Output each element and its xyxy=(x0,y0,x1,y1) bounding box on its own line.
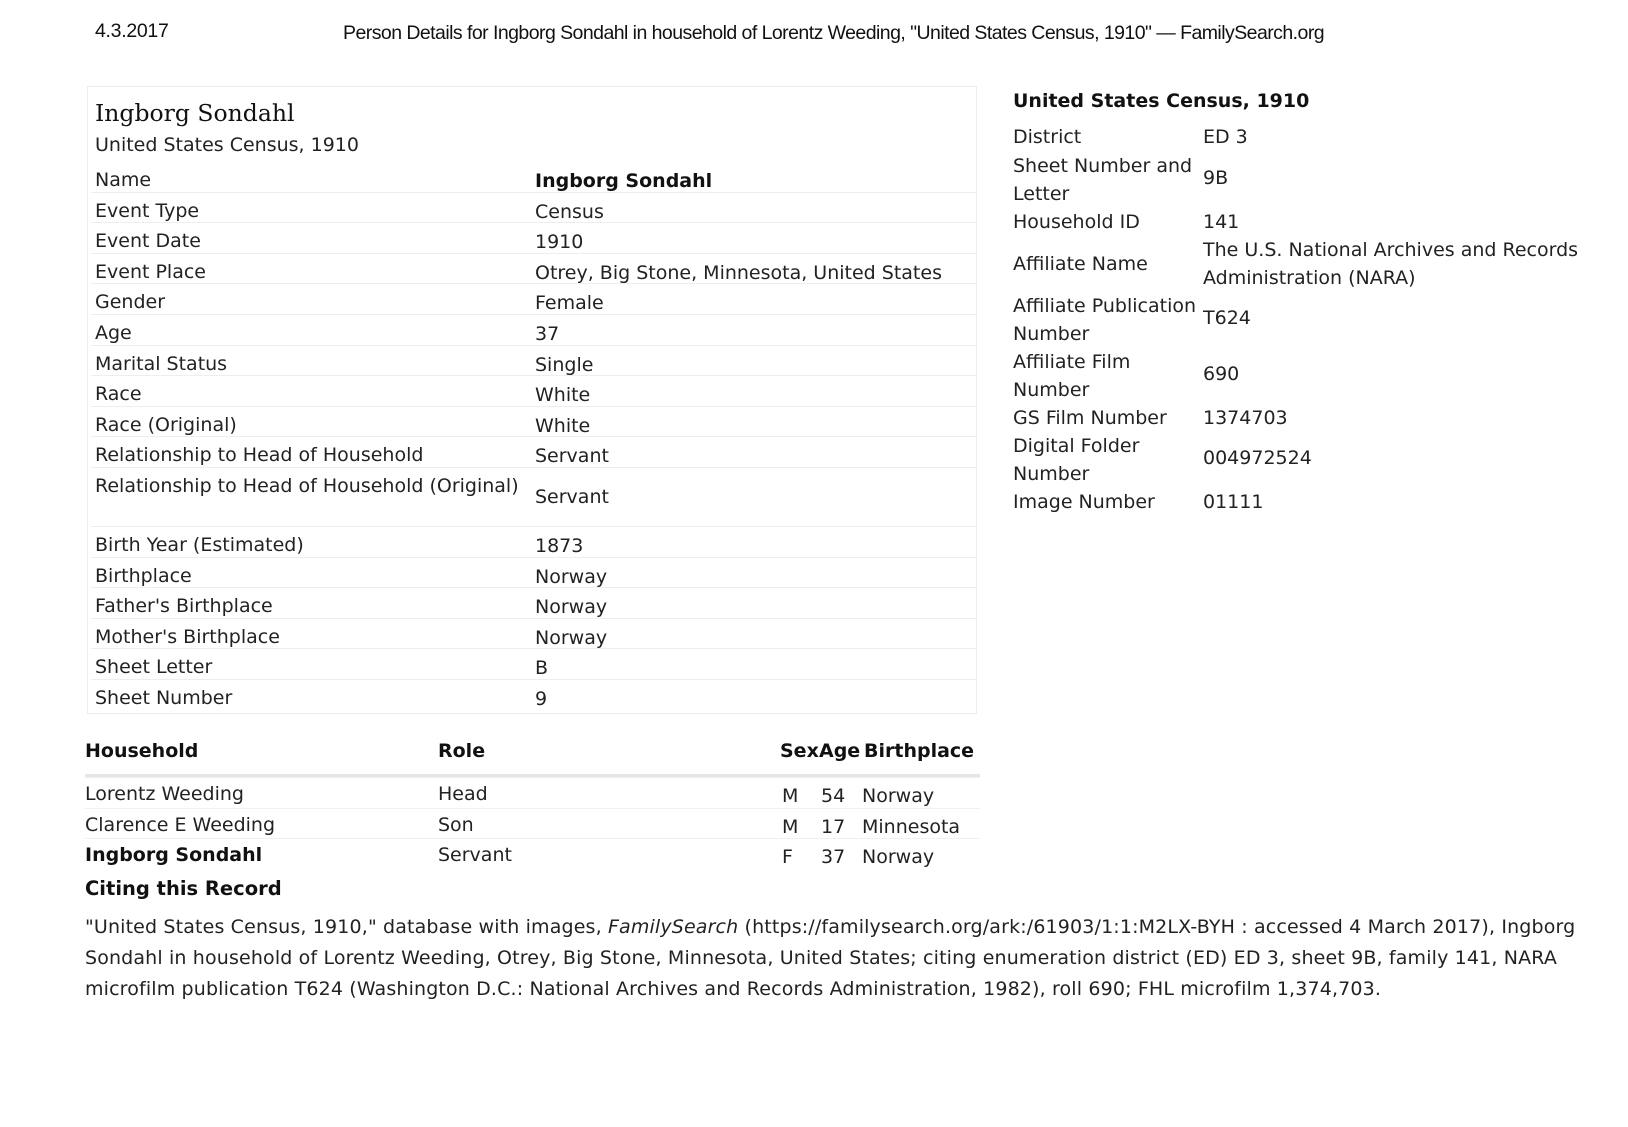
household-row xyxy=(85,808,980,839)
member-role: Head xyxy=(438,783,488,805)
field-label: Gender xyxy=(95,291,166,314)
member-name: Lorentz Weeding xyxy=(85,783,244,805)
member-role: Son xyxy=(438,813,474,836)
field-row-event-type xyxy=(91,193,977,224)
source-value: 01111 xyxy=(1203,491,1264,513)
person-fields-table xyxy=(91,162,977,710)
source-row-affiliate-name xyxy=(1013,236,1613,292)
print-page-title: Person Details for Ingborg Sondahl in household of Lorentz Weeding, "United States Census, 1910" — FamilySearch.org xyxy=(343,22,1325,44)
column-header-age: Age xyxy=(819,740,861,762)
source-value: 141 xyxy=(1203,211,1240,233)
field-row-marital-status xyxy=(91,346,977,377)
member-birthplace: Norway xyxy=(862,785,935,807)
source-value: 690 xyxy=(1203,363,1240,385)
field-row-father-birthplace xyxy=(91,588,977,619)
field-label: Event Place xyxy=(95,260,206,283)
column-header-birthplace: Birthplace xyxy=(864,740,975,762)
field-value: B xyxy=(535,657,549,680)
citation-text-part1: "United States Census, 1910," database with images, xyxy=(85,916,608,938)
source-row-image-number xyxy=(1013,488,1613,516)
field-value: Census xyxy=(535,200,604,223)
field-value: 9 xyxy=(535,687,548,710)
field-row-relationship xyxy=(91,437,977,468)
source-row-gs-film xyxy=(1013,404,1613,432)
source-value: 9B xyxy=(1203,167,1229,189)
field-label: Event Type xyxy=(95,199,200,222)
field-label: Relationship to Head of Household (Original) xyxy=(95,474,519,497)
field-value: 1910 xyxy=(535,231,584,254)
source-value: 004972524 xyxy=(1203,447,1312,469)
field-label: Age xyxy=(95,321,132,344)
source-label: District xyxy=(1013,126,1082,148)
field-label: Mother's Birthplace xyxy=(95,625,280,648)
citation-text xyxy=(85,912,1605,1005)
citation-site-name: FamilySearch xyxy=(607,916,739,938)
member-age: 17 xyxy=(821,815,846,838)
member-sex: M xyxy=(782,785,799,807)
member-sex: M xyxy=(782,815,799,838)
field-value: White xyxy=(535,414,591,437)
field-row-race-original xyxy=(91,407,977,438)
field-label: Race xyxy=(95,383,142,406)
member-age: 54 xyxy=(821,785,846,807)
field-label: Marital Status xyxy=(95,352,228,375)
field-row-race xyxy=(91,376,977,407)
field-value: Norway xyxy=(535,565,608,588)
column-header-role: Role xyxy=(438,740,486,762)
member-birthplace: Minnesota xyxy=(862,815,961,838)
source-label: Digital Folder Number xyxy=(1013,435,1140,485)
field-value: 1873 xyxy=(535,534,584,557)
print-header xyxy=(0,20,1628,52)
field-label: Father's Birthplace xyxy=(95,595,273,618)
field-row-gender xyxy=(91,284,977,315)
source-value: The U.S. National Archives and Records Administration (NARA) xyxy=(1203,239,1579,289)
citation-text-part2: (https://familysearch.org/ark:/61903/1:1:M2LX-BYH : accessed 4 March 2017), Ingborg Sondahl in household of Lorentz Weeding, Otrey, Big Stone, Minnesota, United States; citing enumeration district (ED) ED 3, sheet 9B, family 141, NARA microfilm publication T624 (Washington D.C.: National Archives and Records Administration, 1982), roll 690; FHL microfilm 1,374,703. xyxy=(85,916,1576,1000)
field-value: Female xyxy=(535,292,604,315)
field-row-sheet-letter xyxy=(91,649,977,680)
source-label: Sheet Number and Letter xyxy=(1013,155,1193,205)
person-name-heading: Ingborg Sondahl xyxy=(95,99,295,127)
source-row-household-id xyxy=(1013,208,1613,236)
member-name: Ingborg Sondahl xyxy=(85,844,263,866)
source-value: ED 3 xyxy=(1203,126,1248,148)
field-label: Relationship to Head of Household xyxy=(95,444,424,467)
source-fields-table xyxy=(1013,123,1613,516)
household-table xyxy=(85,736,980,869)
field-row-age xyxy=(91,315,977,346)
source-label: Affiliate Name xyxy=(1013,253,1148,275)
field-label: Name xyxy=(95,169,152,191)
field-row-sheet-number xyxy=(91,680,977,710)
source-label: GS Film Number xyxy=(1013,407,1167,429)
member-age: 37 xyxy=(821,846,846,868)
collection-name: United States Census, 1910 xyxy=(95,134,359,156)
column-header-household: Household xyxy=(85,740,199,762)
citation-heading: Citing this Record xyxy=(85,877,282,900)
field-value: White xyxy=(535,384,591,407)
field-label: Sheet Number xyxy=(95,686,233,709)
member-name: Clarence E Weeding xyxy=(85,813,276,836)
field-value: Servant xyxy=(535,485,609,508)
source-label: Household ID xyxy=(1013,211,1140,233)
source-row-publication-number xyxy=(1013,292,1613,348)
member-sex: F xyxy=(782,846,793,868)
field-row-event-date xyxy=(91,223,977,254)
field-value: Servant xyxy=(535,445,609,468)
field-label: Race (Original) xyxy=(95,413,237,436)
source-title: United States Census, 1910 xyxy=(1013,90,1310,112)
field-row-mother-birthplace xyxy=(91,619,977,650)
field-value: Single xyxy=(535,353,594,376)
field-row-birthplace xyxy=(91,558,977,589)
source-label: Image Number xyxy=(1013,491,1155,513)
source-row-sheet xyxy=(1013,152,1613,208)
source-label: Affiliate Film Number xyxy=(1013,351,1131,401)
source-row-district xyxy=(1013,123,1613,152)
field-value: 37 xyxy=(535,322,560,345)
household-row xyxy=(85,838,980,869)
field-row-name xyxy=(91,162,977,193)
field-value: Norway xyxy=(535,596,608,619)
field-value: Ingborg Sondahl xyxy=(535,170,713,192)
source-row-film-number xyxy=(1013,348,1613,404)
field-value: Otrey, Big Stone, Minnesota, United States xyxy=(535,261,942,284)
source-label: Affiliate Publication Number xyxy=(1013,295,1197,345)
member-role: Servant xyxy=(438,844,512,866)
field-row-birth-year xyxy=(91,527,977,558)
source-value: T624 xyxy=(1203,307,1251,329)
member-birthplace: Norway xyxy=(862,846,935,868)
field-row-relationship-original xyxy=(91,468,977,527)
field-row-event-place xyxy=(91,254,977,285)
household-table-header xyxy=(85,736,980,777)
field-label: Birth Year (Estimated) xyxy=(95,533,304,556)
print-date: 4.3.2017 xyxy=(95,20,169,42)
source-row-digital-folder xyxy=(1013,432,1613,488)
field-value: Norway xyxy=(535,626,608,649)
source-value: 1374703 xyxy=(1203,407,1288,429)
field-label: Sheet Letter xyxy=(95,656,213,679)
household-row xyxy=(85,777,980,808)
field-label: Event Date xyxy=(95,230,201,253)
column-header-sex: Sex xyxy=(780,740,819,762)
field-label: Birthplace xyxy=(95,564,192,587)
